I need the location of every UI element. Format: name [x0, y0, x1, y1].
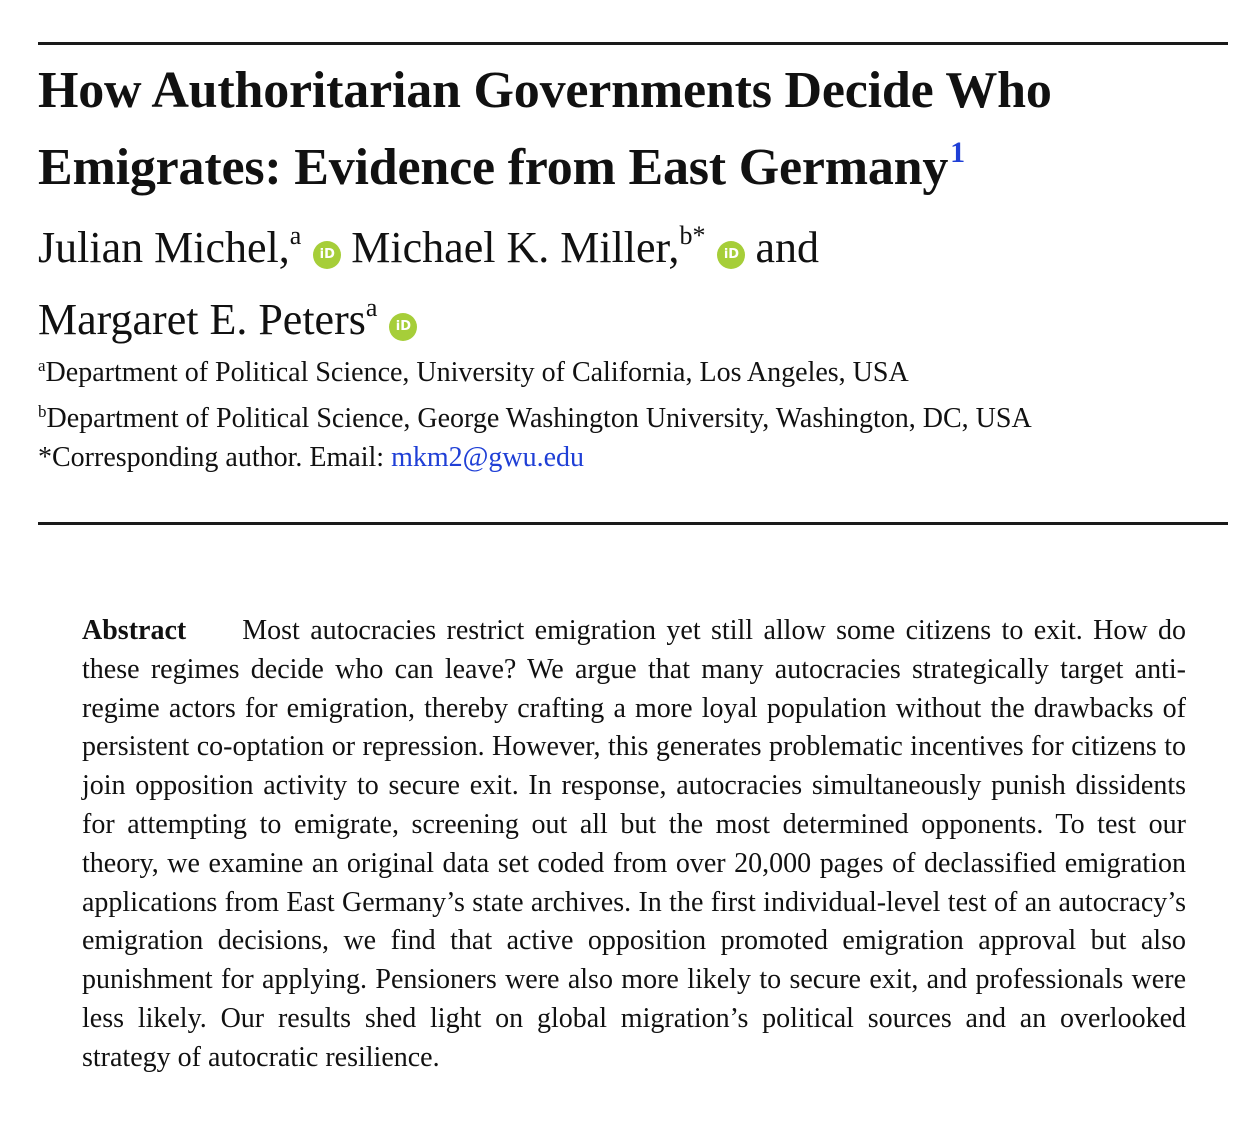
section-rule	[38, 522, 1228, 525]
email-link[interactable]: mkm2@gwu.edu	[391, 442, 585, 473]
author-name: Michael K. Miller,	[351, 223, 680, 272]
affiliation-text: Department of Political Science, University of California, Los Angeles, USA	[45, 357, 909, 388]
affiliation-text: Department of Political Science, George Washington University, Washington, DC, USA	[46, 403, 1032, 434]
affiliation-mark: a	[38, 356, 46, 375]
abstract	[82, 612, 1186, 1078]
affiliations	[38, 346, 1228, 477]
abstract-text: Most autocracies restrict emigration yet still allow some citizens to exit. How do these regimes decide who can leave? We argue that many autocracies strategically target anti-regime actors for emigration, thereby crafting a more loyal population without the drawbacks of persistent co-optation or repression. However, this generates problematic incentives for citizens to join opposition activity to secure exit. In response, autocracies simultaneously punish dissidents for attempting to emigrate, screening out all but the most determined opponents. To test our theory, we examine an original data set coded from over 20,000 pages of declassified emigration applications from East Germany’s state archives. In the first individual-level test of an autocracy’s emigration decisions, we find that active opposition promoted emigration approval but also punishment for applying. Pensioners were also more likely to secure exit, and professionals were less likely. Our results shed light on global migration’s political sources and an overlooked strategy of autocratic resilience.	[82, 615, 1186, 1073]
title-footnote-link[interactable]: 1	[950, 136, 965, 169]
top-rule	[38, 42, 1228, 45]
title-text: How Authoritarian Governments Decide Who Emigrates: Evidence from East Germany	[38, 62, 1052, 196]
corresponding-label: *Corresponding author. Email:	[38, 442, 392, 473]
author-name: Margaret E. Peters	[38, 295, 366, 344]
author-affil-mark: a	[365, 293, 378, 322]
orcid-icon[interactable]: iD	[389, 313, 417, 341]
author-line-1	[38, 206, 1228, 278]
author-list	[38, 206, 1228, 350]
abstract-label: Abstract	[82, 615, 187, 646]
author-name: Julian Michel,	[38, 223, 290, 272]
corresponding-author	[38, 438, 1228, 477]
affiliation-mark: b	[38, 402, 47, 421]
affiliation-b	[38, 392, 1228, 438]
orcid-icon[interactable]: iD	[717, 241, 745, 269]
author-conjunction: and	[755, 223, 819, 272]
affiliation-a	[38, 346, 1228, 392]
paper-title	[38, 60, 1228, 199]
author-line-2	[38, 278, 1228, 350]
author-affil-mark: b*	[679, 221, 706, 250]
author-affil-mark: a	[289, 221, 302, 250]
orcid-icon[interactable]: iD	[313, 241, 341, 269]
